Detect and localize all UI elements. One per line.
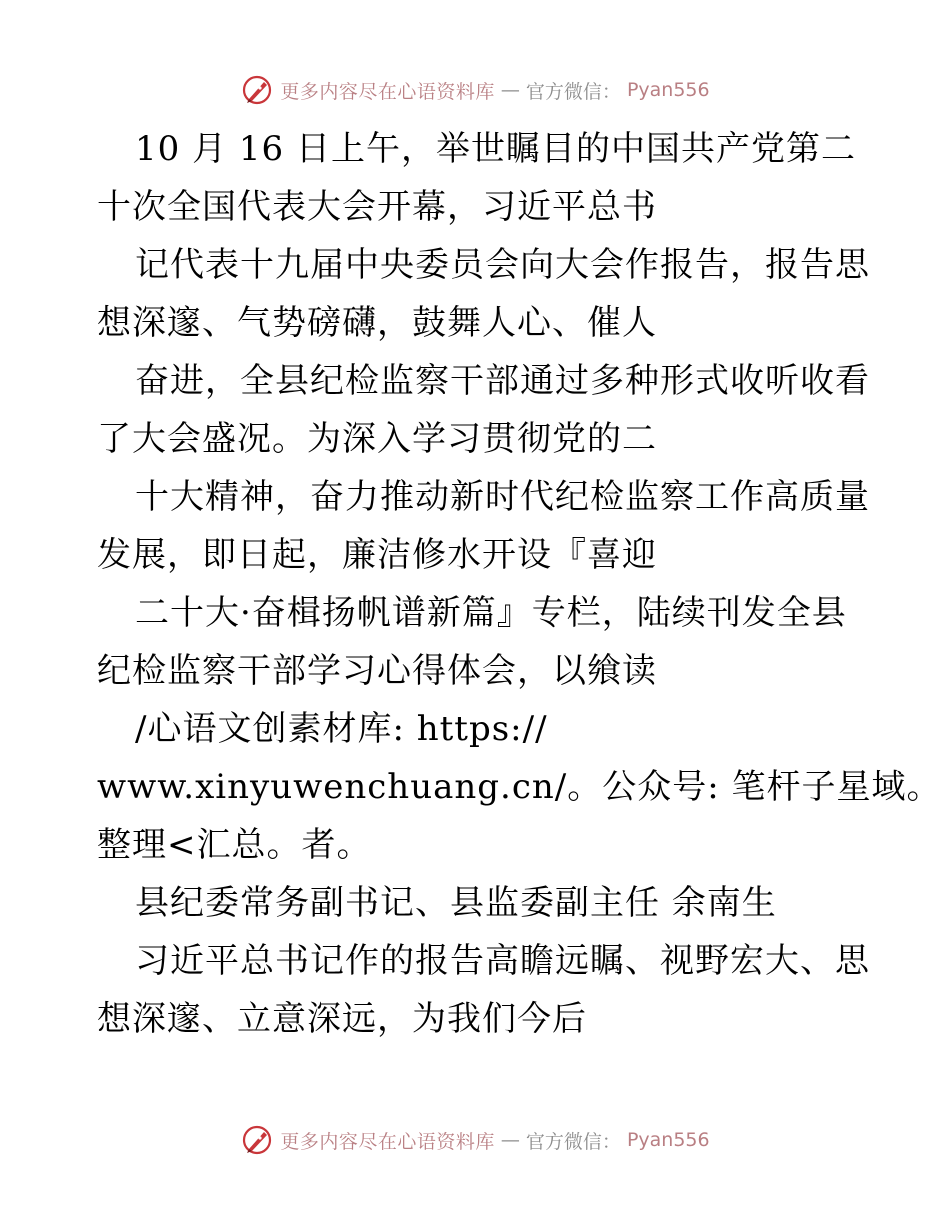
body-line-10: 纪检监察干部学习心得体会，以飨读 bbox=[97, 651, 657, 691]
body-line-5: 奋进，全县纪检监察干部通过多种形式收听收看 bbox=[135, 361, 870, 401]
header-separator: — bbox=[500, 79, 520, 101]
body-line-15: 习近平总书记作的报告高瞻远瞩、视野宏大、思 bbox=[135, 941, 870, 981]
body-line-2: 十次全国代表大会开幕，习近平总书 bbox=[97, 187, 657, 227]
header-banner bbox=[0, 70, 950, 110]
pen-nib-logo-icon bbox=[240, 1123, 274, 1157]
body-line-14: 县纪委常务副书记、县监委副主任 余南生 bbox=[135, 883, 777, 923]
body-line-7: 十大精神，奋力推动新时代纪检监察工作高质量 bbox=[135, 477, 870, 517]
header-banner-content bbox=[240, 73, 709, 107]
footer-wechat-label: 官方微信： bbox=[525, 1130, 621, 1153]
body-line-13: 整理<汇总。者。 bbox=[97, 825, 372, 865]
footer-banner bbox=[0, 1120, 950, 1160]
footer-banner-content bbox=[240, 1123, 709, 1157]
footer-separator: — bbox=[500, 1129, 520, 1151]
pen-nib-logo-icon bbox=[240, 73, 274, 107]
header-wechat-id: Pyan556 bbox=[626, 79, 710, 101]
body-line-1: 10 月 16 日上午，举世瞩目的中国共产党第二 bbox=[135, 129, 856, 169]
footer-brand-text: 更多内容尽在心语资料库 bbox=[280, 1130, 495, 1153]
footer-wechat-id: Pyan556 bbox=[626, 1129, 710, 1151]
body-line-3: 记代表十九届中央委员会向大会作报告，报告思 bbox=[135, 245, 870, 285]
body-line-16: 想深邃、立意深远，为我们今后 bbox=[97, 999, 587, 1039]
body-line-6: 了大会盛况。为深入学习贯彻党的二 bbox=[97, 419, 657, 459]
body-line-11: /心语文创素材库: https:// bbox=[135, 709, 548, 749]
body-line-9: 二十大·奋楫扬帆谱新篇』专栏，陆续刊发全县 bbox=[135, 593, 847, 633]
body-line-12: www.xinyuwenchuang.cn/。公众号: 笔杆子星域。 bbox=[97, 767, 942, 807]
header-wechat-label: 官方微信： bbox=[525, 80, 621, 103]
body-line-8: 发展，即日起，廉洁修水开设『喜迎 bbox=[97, 535, 657, 575]
header-brand-text: 更多内容尽在心语资料库 bbox=[280, 80, 495, 103]
document-body bbox=[97, 120, 942, 1048]
body-line-4: 想深邃、气势磅礴，鼓舞人心、催人 bbox=[97, 303, 657, 343]
